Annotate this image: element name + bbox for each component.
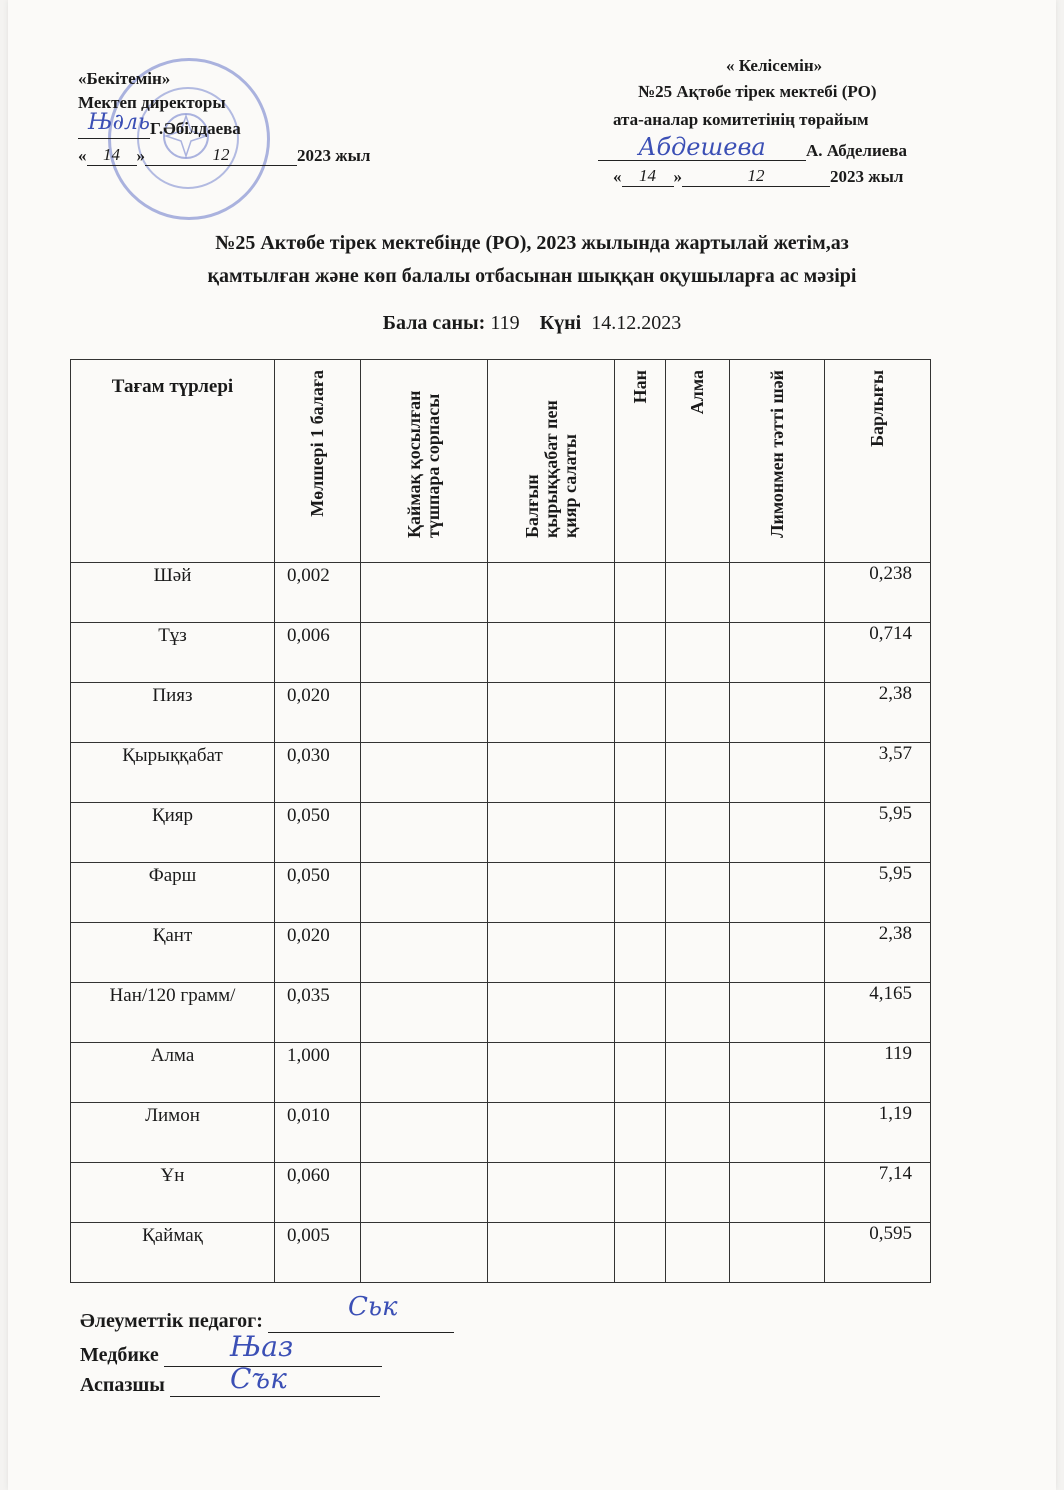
total-cell: 7,14 (825, 1163, 931, 1223)
food-name-cell: Қияр (71, 803, 275, 863)
dumpling-soup-cell (361, 863, 488, 923)
food-name-cell: Ұн (71, 1163, 275, 1223)
date-value: 14.12.2023 (591, 312, 682, 334)
summary-line (8, 312, 1056, 335)
lemon-tea-cell (730, 1223, 825, 1283)
apple-cell (666, 563, 730, 623)
total-cell: 5,95 (825, 803, 931, 863)
food-name-cell: Пияз (71, 683, 275, 743)
lemon-tea-cell (730, 923, 825, 983)
per-child-qty-cell: 0,005 (275, 1223, 361, 1283)
total-cell: 2,38 (825, 923, 931, 983)
lemon-tea-cell (730, 983, 825, 1043)
dumpling-soup-cell (361, 1223, 488, 1283)
child-count-value: 119 (490, 312, 520, 334)
bread-cell (615, 683, 666, 743)
child-count-label: Бала саны: (382, 312, 486, 334)
social-pedagogue-signature: Ськ (348, 1292, 398, 1322)
bread-cell (615, 923, 666, 983)
approval-year: 2023 жыл (297, 146, 371, 165)
dumpling-soup-cell (361, 1103, 488, 1163)
cabbage-salad-cell (488, 983, 615, 1043)
table-row (71, 923, 931, 983)
apple-cell (666, 743, 730, 803)
chair-signature: Абдешева (638, 133, 766, 161)
header-bread: Нан (615, 360, 666, 563)
total-cell: 4,165 (825, 983, 931, 1043)
lemon-tea-cell (730, 1103, 825, 1163)
table-row (71, 1043, 931, 1103)
cabbage-salad-cell (488, 803, 615, 863)
cabbage-salad-cell (488, 1103, 615, 1163)
menu-table (70, 359, 931, 1283)
food-name-cell: Шәй (71, 563, 275, 623)
apple-cell (666, 1223, 730, 1283)
total-cell: 0,238 (825, 563, 931, 623)
lemon-tea-cell (730, 743, 825, 803)
dumpling-soup-cell (361, 803, 488, 863)
header-lemon-tea: Лимонмен тәтті шәй (730, 360, 825, 563)
header-total: Барлығы (825, 360, 931, 563)
food-name-cell: Қырыққабат (71, 743, 275, 803)
table-row (71, 1103, 931, 1163)
bread-cell (615, 863, 666, 923)
per-child-qty-cell: 0,020 (275, 923, 361, 983)
table-row (71, 863, 931, 923)
food-name-cell: Фарш (71, 863, 275, 923)
nurse-label: Медбике (80, 1344, 159, 1366)
per-child-qty-cell: 1,000 (275, 1043, 361, 1103)
table-row (71, 563, 931, 623)
lemon-tea-cell (730, 803, 825, 863)
per-child-qty-cell: 0,050 (275, 863, 361, 923)
agreement-month: 12 (682, 165, 830, 187)
table-row (71, 623, 931, 683)
table-header-row (71, 360, 931, 563)
cabbage-salad-cell (488, 563, 615, 623)
apple-cell (666, 683, 730, 743)
apple-cell (666, 1163, 730, 1223)
bread-cell (615, 623, 666, 683)
bread-cell (615, 1163, 666, 1223)
header-dumpling-soup: Қаймақ қосылған түшпара сорпасы (361, 360, 488, 563)
agreement-day: 14 (622, 165, 674, 187)
header-cabbage-salad: Балғын қырыққабат пен қияр салаты (488, 360, 615, 563)
cabbage-salad-cell (488, 683, 615, 743)
document-title-line-2: қамтылған және көп балалы отбасынан шыққан оқушыларға ас мәзірі (207, 265, 857, 287)
table-row (71, 983, 931, 1043)
food-name-cell: Тұз (71, 623, 275, 683)
apple-cell (666, 983, 730, 1043)
table-row (71, 803, 931, 863)
dumpling-soup-cell (361, 743, 488, 803)
lemon-tea-cell (730, 1043, 825, 1103)
approve-label: «Бекітемін» (78, 69, 171, 88)
apple-cell (666, 803, 730, 863)
agree-label: « Келісемін» (726, 56, 823, 75)
lemon-tea-cell (730, 623, 825, 683)
cabbage-salad-cell (488, 743, 615, 803)
date-label: Күні (539, 312, 582, 334)
cabbage-salad-cell (488, 923, 615, 983)
per-child-qty-cell: 0,002 (275, 563, 361, 623)
total-cell: 3,57 (825, 743, 931, 803)
total-cell: 1,19 (825, 1103, 931, 1163)
per-child-qty-cell: 0,030 (275, 743, 361, 803)
dumpling-soup-cell (361, 623, 488, 683)
nurse-signature: Њаз (230, 1330, 294, 1363)
dumpling-soup-cell (361, 563, 488, 623)
lemon-tea-cell (730, 563, 825, 623)
approval-day: 14 (87, 144, 137, 166)
bread-cell (615, 803, 666, 863)
table-row (71, 1163, 931, 1223)
per-child-qty-cell: 0,060 (275, 1163, 361, 1223)
per-child-qty-cell: 0,020 (275, 683, 361, 743)
approval-month: 12 (145, 144, 297, 166)
food-name-cell: Қаймақ (71, 1223, 275, 1283)
cabbage-salad-cell (488, 863, 615, 923)
per-child-qty-cell: 0,050 (275, 803, 361, 863)
document-title-line-1: №25 Актөбе тірек мектебінде (РО), 2023 жылында жартылай жетім,аз (215, 232, 849, 254)
cabbage-salad-cell (488, 1223, 615, 1283)
agreement-school: №25 Ақтөбе тірек мектебі (РО) (638, 82, 877, 101)
apple-cell (666, 863, 730, 923)
approval-date-line: « 14 » 12 2023 жыл (78, 145, 371, 165)
per-child-qty-cell: 0,035 (275, 983, 361, 1043)
chair-name: А. Абделиева (806, 141, 907, 160)
cook-signature: Сък (230, 1362, 287, 1395)
total-cell: 2,38 (825, 683, 931, 743)
dumpling-soup-cell (361, 923, 488, 983)
cabbage-salad-cell (488, 623, 615, 683)
bread-cell (615, 1103, 666, 1163)
agreement-date-line: « 14 » 12 2023 жыл (613, 166, 904, 186)
bread-cell (615, 983, 666, 1043)
total-cell: 0,714 (825, 623, 931, 683)
director-signature: Њ∂ль (88, 110, 150, 135)
bread-cell (615, 563, 666, 623)
dumpling-soup-cell (361, 983, 488, 1043)
dumpling-soup-cell (361, 683, 488, 743)
document-page (8, 0, 1056, 1490)
social-pedagogue-label: Әлеуметтік педагог: (80, 1310, 263, 1332)
food-name-cell: Лимон (71, 1103, 275, 1163)
apple-cell (666, 1103, 730, 1163)
cabbage-salad-cell (488, 1163, 615, 1223)
lemon-tea-cell (730, 863, 825, 923)
apple-cell (666, 923, 730, 983)
header-per-child: Мөлшері 1 балаға (275, 360, 361, 563)
table-row (71, 1223, 931, 1283)
total-cell: 119 (825, 1043, 931, 1103)
director-label: Мектеп директоры (78, 93, 226, 112)
lemon-tea-cell (730, 683, 825, 743)
total-cell: 0,595 (825, 1223, 931, 1283)
table-row (71, 743, 931, 803)
bread-cell (615, 743, 666, 803)
agreement-year: 2023 жыл (830, 167, 904, 186)
apple-cell (666, 623, 730, 683)
per-child-qty-cell: 0,010 (275, 1103, 361, 1163)
apple-cell (666, 1043, 730, 1103)
header-apple: Алма (666, 360, 730, 563)
per-child-qty-cell: 0,006 (275, 623, 361, 683)
bread-cell (615, 1043, 666, 1103)
director-name: Г.Әбілдаева (150, 119, 241, 138)
food-name-cell: Нан/120 грамм/ (71, 983, 275, 1043)
bread-cell (615, 1223, 666, 1283)
food-name-cell: Қант (71, 923, 275, 983)
table-row (71, 683, 931, 743)
dumpling-soup-cell (361, 1043, 488, 1103)
header-food-type: Тағам түрлері (71, 360, 275, 563)
food-name-cell: Алма (71, 1043, 275, 1103)
committee-label: ата-аналар комитетінің төрайым (613, 110, 869, 129)
chair-line (598, 133, 907, 161)
dumpling-soup-cell (361, 1163, 488, 1223)
cabbage-salad-cell (488, 1043, 615, 1103)
total-cell: 5,95 (825, 863, 931, 923)
cook-label: Аспазшы (80, 1374, 165, 1396)
lemon-tea-cell (730, 1163, 825, 1223)
